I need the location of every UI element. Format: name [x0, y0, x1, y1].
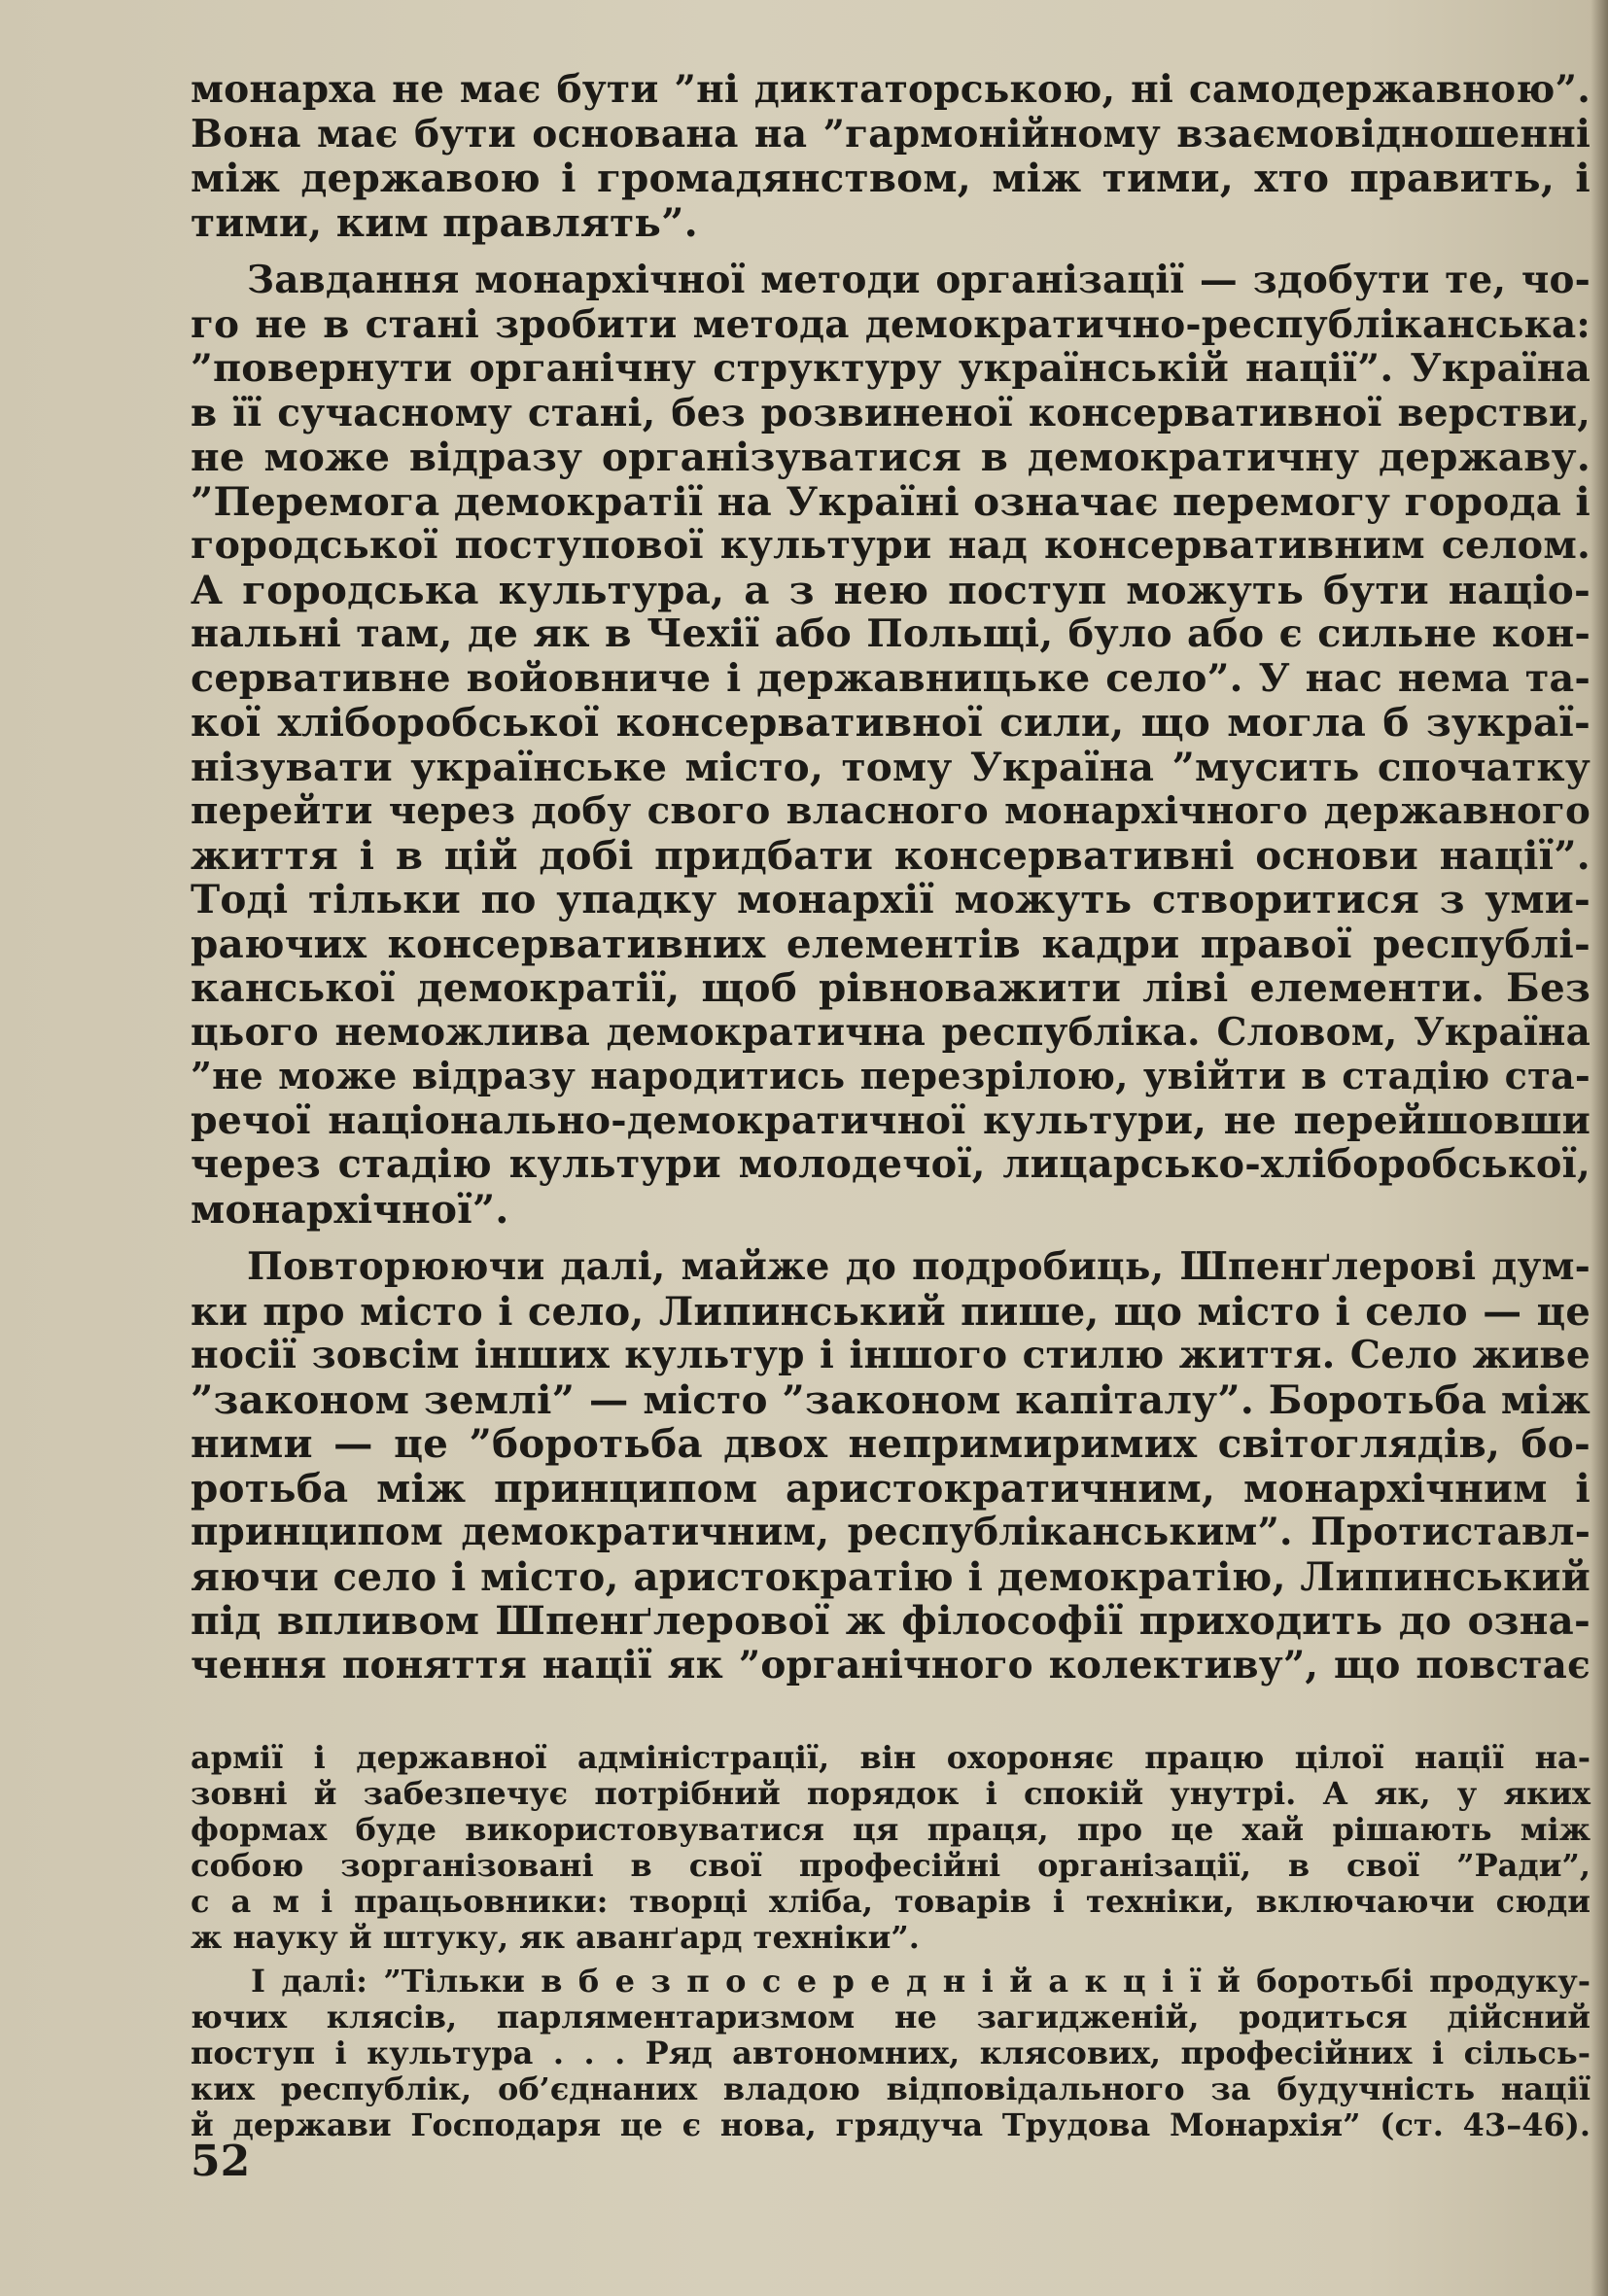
- footnotes: [191, 1740, 1591, 2143]
- text-line: сервативне войовниче і державницьке село”. У нас нема та-: [191, 655, 1591, 701]
- text-line: ”повернути органічну структуру українській нації”. Україна: [191, 346, 1591, 391]
- text-line: перейти через добу свого власного монархічного державного: [191, 789, 1591, 833]
- footnote-line: формах буде використовуватися ця праця, про це хай рішають між: [191, 1811, 1591, 1848]
- text-line: принципом демократичним, республіканським”. Протиставл-: [191, 1511, 1591, 1554]
- text-line: цього неможлива демократична республіка. Словом, Україна: [191, 1009, 1591, 1055]
- text-line: під впливом Шпенґлерової ж філософії приходить до озна-: [191, 1597, 1591, 1644]
- footnote-line: ких республік, об’єднаних владою відповідального за будучність нації: [191, 2070, 1591, 2107]
- footnote-line: ж науку й штуку, як аванґард техніки”.: [191, 1919, 920, 1956]
- footnote-line: с а м і працьовники: творці хліба, товарів і техніки, включаючи сюди: [191, 1883, 1591, 1920]
- footnote-line: ючих клясів, парляментаризмом не загидженій, родиться дійсний: [191, 1999, 1591, 2035]
- text-line: городської поступової культури над консервативним селом.: [191, 523, 1591, 568]
- page-spine-shadow: [1591, 0, 1608, 2296]
- text-line: ”законом землі” — місто ”законом капіталу”. Боротьба між: [191, 1375, 1591, 1423]
- text-line: між державою і громадянством, між тими, хто править, і: [191, 155, 1591, 201]
- text-line: А городська культура, а з нею поступ можуть бути націо-: [191, 566, 1591, 613]
- paragraph-1: [191, 68, 1591, 245]
- text-line: не може відразу організуватися в демократичну державу.: [191, 434, 1591, 480]
- text-line: ки про місто і село, Липинський пише, що місто і село — це: [191, 1288, 1591, 1335]
- text-line: тими, ким правлять”.: [191, 198, 698, 246]
- text-line: Вона має бути основана на ”гармонійному взаємовідношенні: [191, 111, 1591, 157]
- text-line: ротьба між принципом аристократичним, монархічним і: [191, 1464, 1591, 1512]
- footnote-paragraph-1: [191, 1740, 1591, 1956]
- text-line: життя і в цій добі придбати консервативні основи нації”.: [191, 831, 1591, 879]
- main-text: [191, 68, 1591, 1687]
- text-line: чення поняття нації як ”органічного колективу”, що повстає: [191, 1642, 1591, 1687]
- footnote-line: зовні й забезпечує потрібний порядок і спокій унутрі. А як, у яких: [191, 1775, 1591, 1812]
- text-line: канської демократії, щоб рівноважити ліві елементи. Без: [191, 964, 1591, 1011]
- footnote-line: І далі: ”Тільки в б е з п о с е р е д н і й а к ц і ї й боротьбі продуку-: [251, 1963, 1591, 2000]
- footnote-line: собою зорганізовані в свої професійні організації, в свої ”Ради”,: [191, 1847, 1591, 1884]
- text-line: ”не може відразу народитись перезрілою, увійти в стадію ста-: [191, 1055, 1591, 1098]
- text-line: Завдання монархічної методи організації — здобути те, чо-: [247, 258, 1591, 302]
- text-line: кої хліборобської консервативної сили, що могла б зукраї-: [191, 699, 1591, 746]
- text-line: в її сучасному стані, без розвиненої консервативної верстви,: [191, 390, 1591, 435]
- text-line: через стадію культури молодечої, лицарсько-хліборобської,: [191, 1142, 1591, 1187]
- footnote-line: армії і державної адміністрації, він охороняє працю цілої нації на-: [191, 1739, 1591, 1776]
- text-line: речої національно-демократичної культури, не перейшовши: [191, 1097, 1591, 1143]
- page-number: 52: [191, 2137, 251, 2186]
- text-line: раючих консервативних елементів кадри правої республі-: [191, 920, 1591, 967]
- text-line: ”Перемога демократії на Україні означає перемогу города і: [191, 477, 1591, 525]
- footnote-paragraph-2: [191, 1964, 1591, 2143]
- text-line: нальні там, де як в Чехії або Польщі, було або є сильне кон-: [191, 611, 1591, 656]
- text-line: Тоді тільки по упадку монархії можуть створитися з уми-: [191, 876, 1591, 922]
- text-line: Повторюючи далі, майже до подробиць, Шпенґлерові дум-: [247, 1244, 1591, 1289]
- text-line: монарха не має бути ”ні диктаторською, ні самодержавною”.: [191, 67, 1591, 112]
- paragraph-3: [191, 1245, 1591, 1687]
- footnote-line: поступ і культура . . . Ряд автономних, клясових, професійних і сільсь-: [191, 2035, 1591, 2071]
- text-line: монархічної”.: [191, 1185, 509, 1233]
- text-line: ними — це ”боротьба двох непримиримих світоглядів, бо-: [191, 1420, 1591, 1467]
- footnote-line: й держави Господаря це є нова, грядуча Трудова Монархія” (ст. 43–46).: [191, 2106, 1591, 2143]
- text-line: нізувати українське місто, тому Україна ”мусить спочатку: [191, 743, 1591, 790]
- paragraph-2: [191, 259, 1591, 1232]
- text-line: го не в стані зробити метода демократично-республіканська:: [191, 301, 1591, 347]
- text-line: носії зовсім інших культур і іншого стилю життя. Село живе: [191, 1333, 1591, 1377]
- text-line: яючи село і місто, аристократію і демократію, Липинський: [191, 1552, 1591, 1600]
